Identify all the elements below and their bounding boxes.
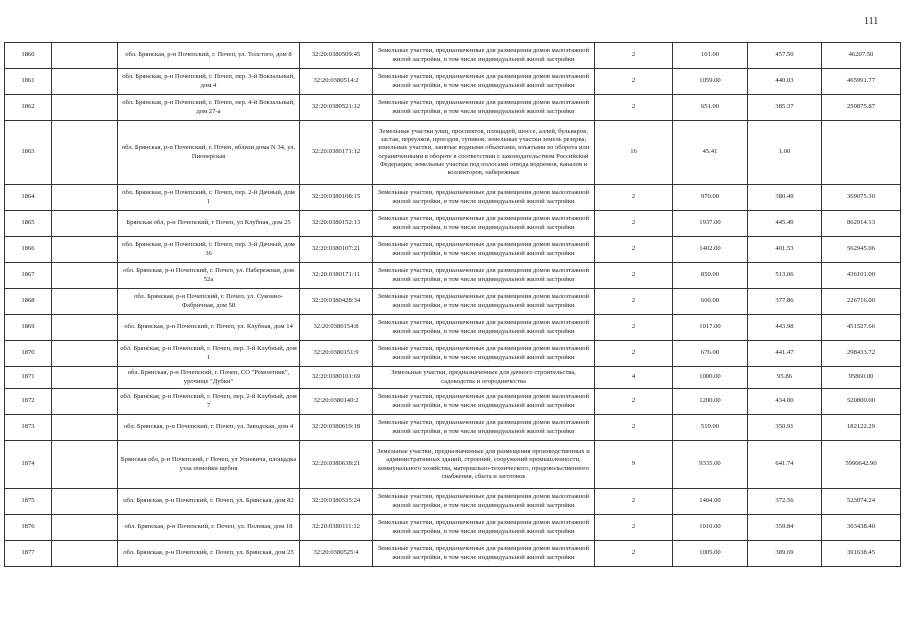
blank-cell <box>52 367 118 389</box>
address-cell: обл. Брянская, р-н Почепский, г. Почеп, ул. Брянская, дом 25 <box>118 541 300 567</box>
address-cell: обл. Брянская, р-н Почепский, г. Почеп, пер. 2-й Клубный, дом 7 <box>118 389 300 415</box>
cadastral-number-cell: 32:20:0380154:8 <box>300 315 373 341</box>
cadastral-value-table <box>4 42 901 567</box>
cadastral-number-cell: 32:20:0380619:18 <box>300 415 373 441</box>
cadastral-value-cell: 95860.00 <box>822 367 901 389</box>
cadastral-value-cell: 369075.30 <box>822 185 901 211</box>
rate-cell: 641.74 <box>748 441 822 489</box>
rate-cell: 1.00 <box>748 121 822 185</box>
land-use-cell: Земельные участки, предназначенные для размещения домов малоэтажной жилой застройки, в том числе индивидуальной жилой застройки <box>373 415 595 441</box>
table-row <box>5 515 901 541</box>
area-cell: 45.41 <box>673 121 748 185</box>
cadastral-value-cell: 523074.24 <box>822 489 901 515</box>
area-cell: 651.00 <box>673 95 748 121</box>
address-cell: обл. Брянская, р-н Почепский, г. Почеп, ул. Толстого, дом 8 <box>118 43 300 69</box>
rate-cell: 443.98 <box>748 315 822 341</box>
row-number: 1869 <box>5 315 52 341</box>
row-number: 1866 <box>5 237 52 263</box>
row-number: 1876 <box>5 515 52 541</box>
row-number: 1870 <box>5 341 52 367</box>
row-number: 1871 <box>5 367 52 389</box>
blank-cell <box>52 541 118 567</box>
cadastral-value-cell: 391638.45 <box>822 541 901 567</box>
land-use-cell: Земельные участки, предназначенные для размещения производственных и административных зданий, строений, сооружений промышленности, коммунального хозяйства, материально-технического, продовольственного снабжения, сбыта и заготовок <box>373 441 595 489</box>
row-number: 1875 <box>5 489 52 515</box>
address-cell: обл. Брянская, р-н Почепский, г. Почеп, пер. 4-й Вокзальный, дом 27-а <box>118 95 300 121</box>
table-row <box>5 441 901 489</box>
address-cell: обл. Брянская, р-н Почепский, г. Почеп, ул. Полевая, дом 18 <box>118 515 300 541</box>
blank-cell <box>52 315 118 341</box>
row-number: 1862 <box>5 95 52 121</box>
cadastral-value-cell: 451527.66 <box>822 315 901 341</box>
cadastral-number-cell: 32:20:0380638:21 <box>300 441 373 489</box>
cadastral-value-cell: 226716.00 <box>822 289 901 315</box>
rate-cell: 441.47 <box>748 341 822 367</box>
land-use-cell: Земельные участки, предназначенные для размещения домов малоэтажной жилой застройки, в том числе индивидуальной жилой застройки <box>373 515 595 541</box>
cadastral-number-cell: 32:20:0380509:45 <box>300 43 373 69</box>
blank-cell <box>52 389 118 415</box>
table-row <box>5 185 901 211</box>
area-cell: 1059.00 <box>673 69 748 95</box>
land-use-cell: Земельные участки, предназначенные для размещения домов малоэтажной жилой застройки, в том числе индивидуальной жилой застройки <box>373 263 595 289</box>
rate-cell: 440.03 <box>748 69 822 95</box>
cadastral-number-cell: 32:20:0380108:15 <box>300 185 373 211</box>
row-number: 1865 <box>5 211 52 237</box>
land-use-cell: Земельные участки, предназначенные для размещения домов малоэтажной жилой застройки, в том числе индивидуальной жилой застройки <box>373 185 595 211</box>
rate-cell: 359.84 <box>748 515 822 541</box>
land-use-cell: Земельные участки, предназначенные для размещения домов малоэтажной жилой застройки, в том числе индивидуальной жилой застройки <box>373 237 595 263</box>
category-code-cell: 16 <box>595 121 673 185</box>
category-code-cell: 2 <box>595 263 673 289</box>
category-code-cell: 2 <box>595 489 673 515</box>
category-code-cell: 2 <box>595 185 673 211</box>
blank-cell <box>52 185 118 211</box>
category-code-cell: 2 <box>595 237 673 263</box>
table-row <box>5 541 901 567</box>
area-cell: 676.00 <box>673 341 748 367</box>
blank-cell <box>52 489 118 515</box>
address-cell: обл. Брянская, р-н Почепский, г. Почеп, ул. Клубная, дом 14 <box>118 315 300 341</box>
area-cell: 1937.00 <box>673 211 748 237</box>
rate-cell: 380.49 <box>748 185 822 211</box>
blank-cell <box>52 341 118 367</box>
cadastral-value-cell: 46207.50 <box>822 43 901 69</box>
category-code-cell: 2 <box>595 289 673 315</box>
address-cell: обл. Брянская, р-н Почепский, г. Почеп, пер. 2-й Дачный, дом 1 <box>118 185 300 211</box>
row-number: 1864 <box>5 185 52 211</box>
table-row <box>5 289 901 315</box>
category-code-cell: 2 <box>595 389 673 415</box>
rate-cell: 434.00 <box>748 389 822 415</box>
land-use-cell: Земельные участки, предназначенные для размещения домов малоэтажной жилой застройки, в том числе индивидуальной жилой застройки <box>373 315 595 341</box>
area-cell: 1010.00 <box>673 515 748 541</box>
cadastral-number-cell: 32:20:0380152:13 <box>300 211 373 237</box>
address-cell: обл. Брянская, р-н Почепский, г. Почеп, ул. Суконно-Фабричная, дом 58 <box>118 289 300 315</box>
row-number: 1867 <box>5 263 52 289</box>
area-cell: 1402.00 <box>673 237 748 263</box>
row-number: 1861 <box>5 69 52 95</box>
blank-cell <box>52 211 118 237</box>
address-cell: Брянская обл, р-н Почепский, г Почеп, ул Клубная, дом 25 <box>118 211 300 237</box>
area-cell: 1200.00 <box>673 389 748 415</box>
table-row <box>5 489 901 515</box>
area-cell: 1005.00 <box>673 541 748 567</box>
address-cell: обл. Брянская, р-н Почепский, г. Почеп, пер. 3-й Вокзальный, дом 4 <box>118 69 300 95</box>
address-cell: обл. Брянская, р-н Почепский, г. Почеп, ул. Набережная, дом 52а <box>118 263 300 289</box>
table-row <box>5 367 901 389</box>
rate-cell: 457.50 <box>748 43 822 69</box>
address-cell: обл. Брянская, р-н Почепский, г. Почеп, пер. 3-й Дачный, дом 36 <box>118 237 300 263</box>
table-row <box>5 389 901 415</box>
land-use-cell: Земельные участки, предназначенные для размещения домов малоэтажной жилой застройки, в том числе индивидуальной жилой застройки <box>373 489 595 515</box>
cadastral-value-cell: 465991.77 <box>822 69 901 95</box>
cadastral-value-cell: 520800.00 <box>822 389 901 415</box>
area-cell: 850.00 <box>673 263 748 289</box>
cadastral-value-cell: 182122.29 <box>822 415 901 441</box>
cadastral-number-cell: 32:20:0380111:12 <box>300 515 373 541</box>
row-number: 1874 <box>5 441 52 489</box>
area-cell: 9335.00 <box>673 441 748 489</box>
row-number: 1873 <box>5 415 52 441</box>
cadastral-value-cell <box>822 121 901 185</box>
table-row <box>5 69 901 95</box>
rate-cell: 445.49 <box>748 211 822 237</box>
category-code-cell: 2 <box>595 95 673 121</box>
blank-cell <box>52 121 118 185</box>
cadastral-value-cell: 5990642.90 <box>822 441 901 489</box>
table-row <box>5 315 901 341</box>
rate-cell: 372.56 <box>748 489 822 515</box>
category-code-cell: 4 <box>595 367 673 389</box>
blank-cell <box>52 69 118 95</box>
cadastral-value-cell: 862914.13 <box>822 211 901 237</box>
address-cell: Брянская обл, р-н Почепский, г Почеп, ул Усиевича, площадка узла помойки щебня <box>118 441 300 489</box>
category-code-cell: 2 <box>595 415 673 441</box>
cadastral-value-cell: 562945.06 <box>822 237 901 263</box>
area-cell: 1017.00 <box>673 315 748 341</box>
land-use-cell: Земельные участки, предназначенные для дачного строительства, садоводства и огородничества <box>373 367 595 389</box>
cadastral-number-cell: 32:20:0380514:2 <box>300 69 373 95</box>
row-number: 1872 <box>5 389 52 415</box>
area-cell: 519.00 <box>673 415 748 441</box>
cadastral-value-cell: 363438.40 <box>822 515 901 541</box>
cadastral-number-cell: 32:20:0380171:12 <box>300 121 373 185</box>
land-use-cell: Земельные участки, предназначенные для размещения домов малоэтажной жилой застройки, в том числе индивидуальной жилой застройки <box>373 69 595 95</box>
cadastral-number-cell: 32:20:0380535:24 <box>300 489 373 515</box>
rate-cell: 385.37 <box>748 95 822 121</box>
cadastral-number-cell: 32:20:0380140:2 <box>300 389 373 415</box>
rate-cell: 350.91 <box>748 415 822 441</box>
cadastral-number-cell: 32:20:0380521:12 <box>300 95 373 121</box>
row-number: 1868 <box>5 289 52 315</box>
cadastral-number-cell: 32:20:0380171:11 <box>300 263 373 289</box>
category-code-cell: 2 <box>595 69 673 95</box>
category-code-cell: 2 <box>595 515 673 541</box>
cadastral-number-cell: 32:20:0380101:69 <box>300 367 373 389</box>
table-row <box>5 121 901 185</box>
blank-cell <box>52 441 118 489</box>
table-row <box>5 237 901 263</box>
table-row <box>5 43 901 69</box>
page-number: 111 <box>864 16 879 27</box>
land-use-cell: Земельные участки, предназначенные для размещения домов малоэтажной жилой застройки, в том числе индивидуальной жилой застройки <box>373 289 595 315</box>
land-use-cell: Земельные участки улиц, проспектов, площадей, шоссе, аллей, бульваров, застав, переулков, проездов, тупиков; земельные участки земель резерва; земельные участки, занятые водными объектами, изъятыми из оборота или ограниченными в обороте в соответствии с законодательством Российской Федерации; земельные участки под полосами отвода водоемов, каналов и коллекторов, набережные <box>373 121 595 185</box>
cadastral-value-cell: 250875.87 <box>822 95 901 121</box>
rate-cell: 95.86 <box>748 367 822 389</box>
table-row <box>5 211 901 237</box>
blank-cell <box>52 289 118 315</box>
cadastral-number-cell: 32:20:0380107:21 <box>300 237 373 263</box>
address-cell: обл. Брянская, р-н Почепский, г. Почеп, вблизи дома N 34, ул. Пионерская <box>118 121 300 185</box>
category-code-cell: 9 <box>595 441 673 489</box>
blank-cell <box>52 415 118 441</box>
area-cell: 600.00 <box>673 289 748 315</box>
address-cell: обл. Брянская, р-н Почепский, г. Почеп, пер. 3-й Клубный, дом 1 <box>118 341 300 367</box>
area-cell: 970.00 <box>673 185 748 211</box>
cadastral-value-cell: 298433.72 <box>822 341 901 367</box>
table-row <box>5 95 901 121</box>
address-cell: обл. Брянская, р-н Почепский, г. Почеп, ул. Брянская, дом 82 <box>118 489 300 515</box>
rate-cell: 513.06 <box>748 263 822 289</box>
category-code-cell: 2 <box>595 315 673 341</box>
category-code-cell: 2 <box>595 43 673 69</box>
land-use-cell: Земельные участки, предназначенные для размещения домов малоэтажной жилой застройки, в том числе индивидуальной жилой застройки <box>373 389 595 415</box>
blank-cell <box>52 237 118 263</box>
rate-cell: 377.86 <box>748 289 822 315</box>
land-use-cell: Земельные участки, предназначенные для размещения домов малоэтажной жилой застройки, в том числе индивидуальной жилой застройки <box>373 211 595 237</box>
land-use-cell: Земельные участки, предназначенные для размещения домов малоэтажной жилой застройки, в том числе индивидуальной жилой застройки <box>373 541 595 567</box>
rate-cell: 389.69 <box>748 541 822 567</box>
blank-cell <box>52 43 118 69</box>
category-code-cell: 2 <box>595 541 673 567</box>
area-cell: 1404.00 <box>673 489 748 515</box>
land-use-cell: Земельные участки, предназначенные для размещения домов малоэтажной жилой застройки, в том числе индивидуальной жилой застройки <box>373 43 595 69</box>
land-use-cell: Земельные участки, предназначенные для размещения домов малоэтажной жилой застройки, в том числе индивидуальной жилой застройки <box>373 341 595 367</box>
table-row <box>5 263 901 289</box>
table-row <box>5 341 901 367</box>
address-cell: обл. Брянская, р-н Почепский, г. Почеп, СО "Ремонтник", урочище "Дубки" <box>118 367 300 389</box>
cadastral-number-cell: 32:20:0380428:34 <box>300 289 373 315</box>
row-number: 1877 <box>5 541 52 567</box>
row-number: 1860 <box>5 43 52 69</box>
category-code-cell: 2 <box>595 341 673 367</box>
table-row <box>5 415 901 441</box>
area-cell: 1000.00 <box>673 367 748 389</box>
blank-cell <box>52 263 118 289</box>
blank-cell <box>52 95 118 121</box>
cadastral-number-cell: 32:20:0380151:9 <box>300 341 373 367</box>
rate-cell: 401.53 <box>748 237 822 263</box>
cadastral-number-cell: 32:20:0380525:4 <box>300 541 373 567</box>
address-cell: обл. Брянская, р-н Почепский, г. Почеп, ул. Заводская, дом 4 <box>118 415 300 441</box>
blank-cell <box>52 515 118 541</box>
category-code-cell: 2 <box>595 211 673 237</box>
cadastral-value-cell: 436101.00 <box>822 263 901 289</box>
area-cell: 101.00 <box>673 43 748 69</box>
land-use-cell: Земельные участки, предназначенные для размещения домов малоэтажной жилой застройки, в том числе индивидуальной жилой застройки <box>373 95 595 121</box>
row-number: 1863 <box>5 121 52 185</box>
